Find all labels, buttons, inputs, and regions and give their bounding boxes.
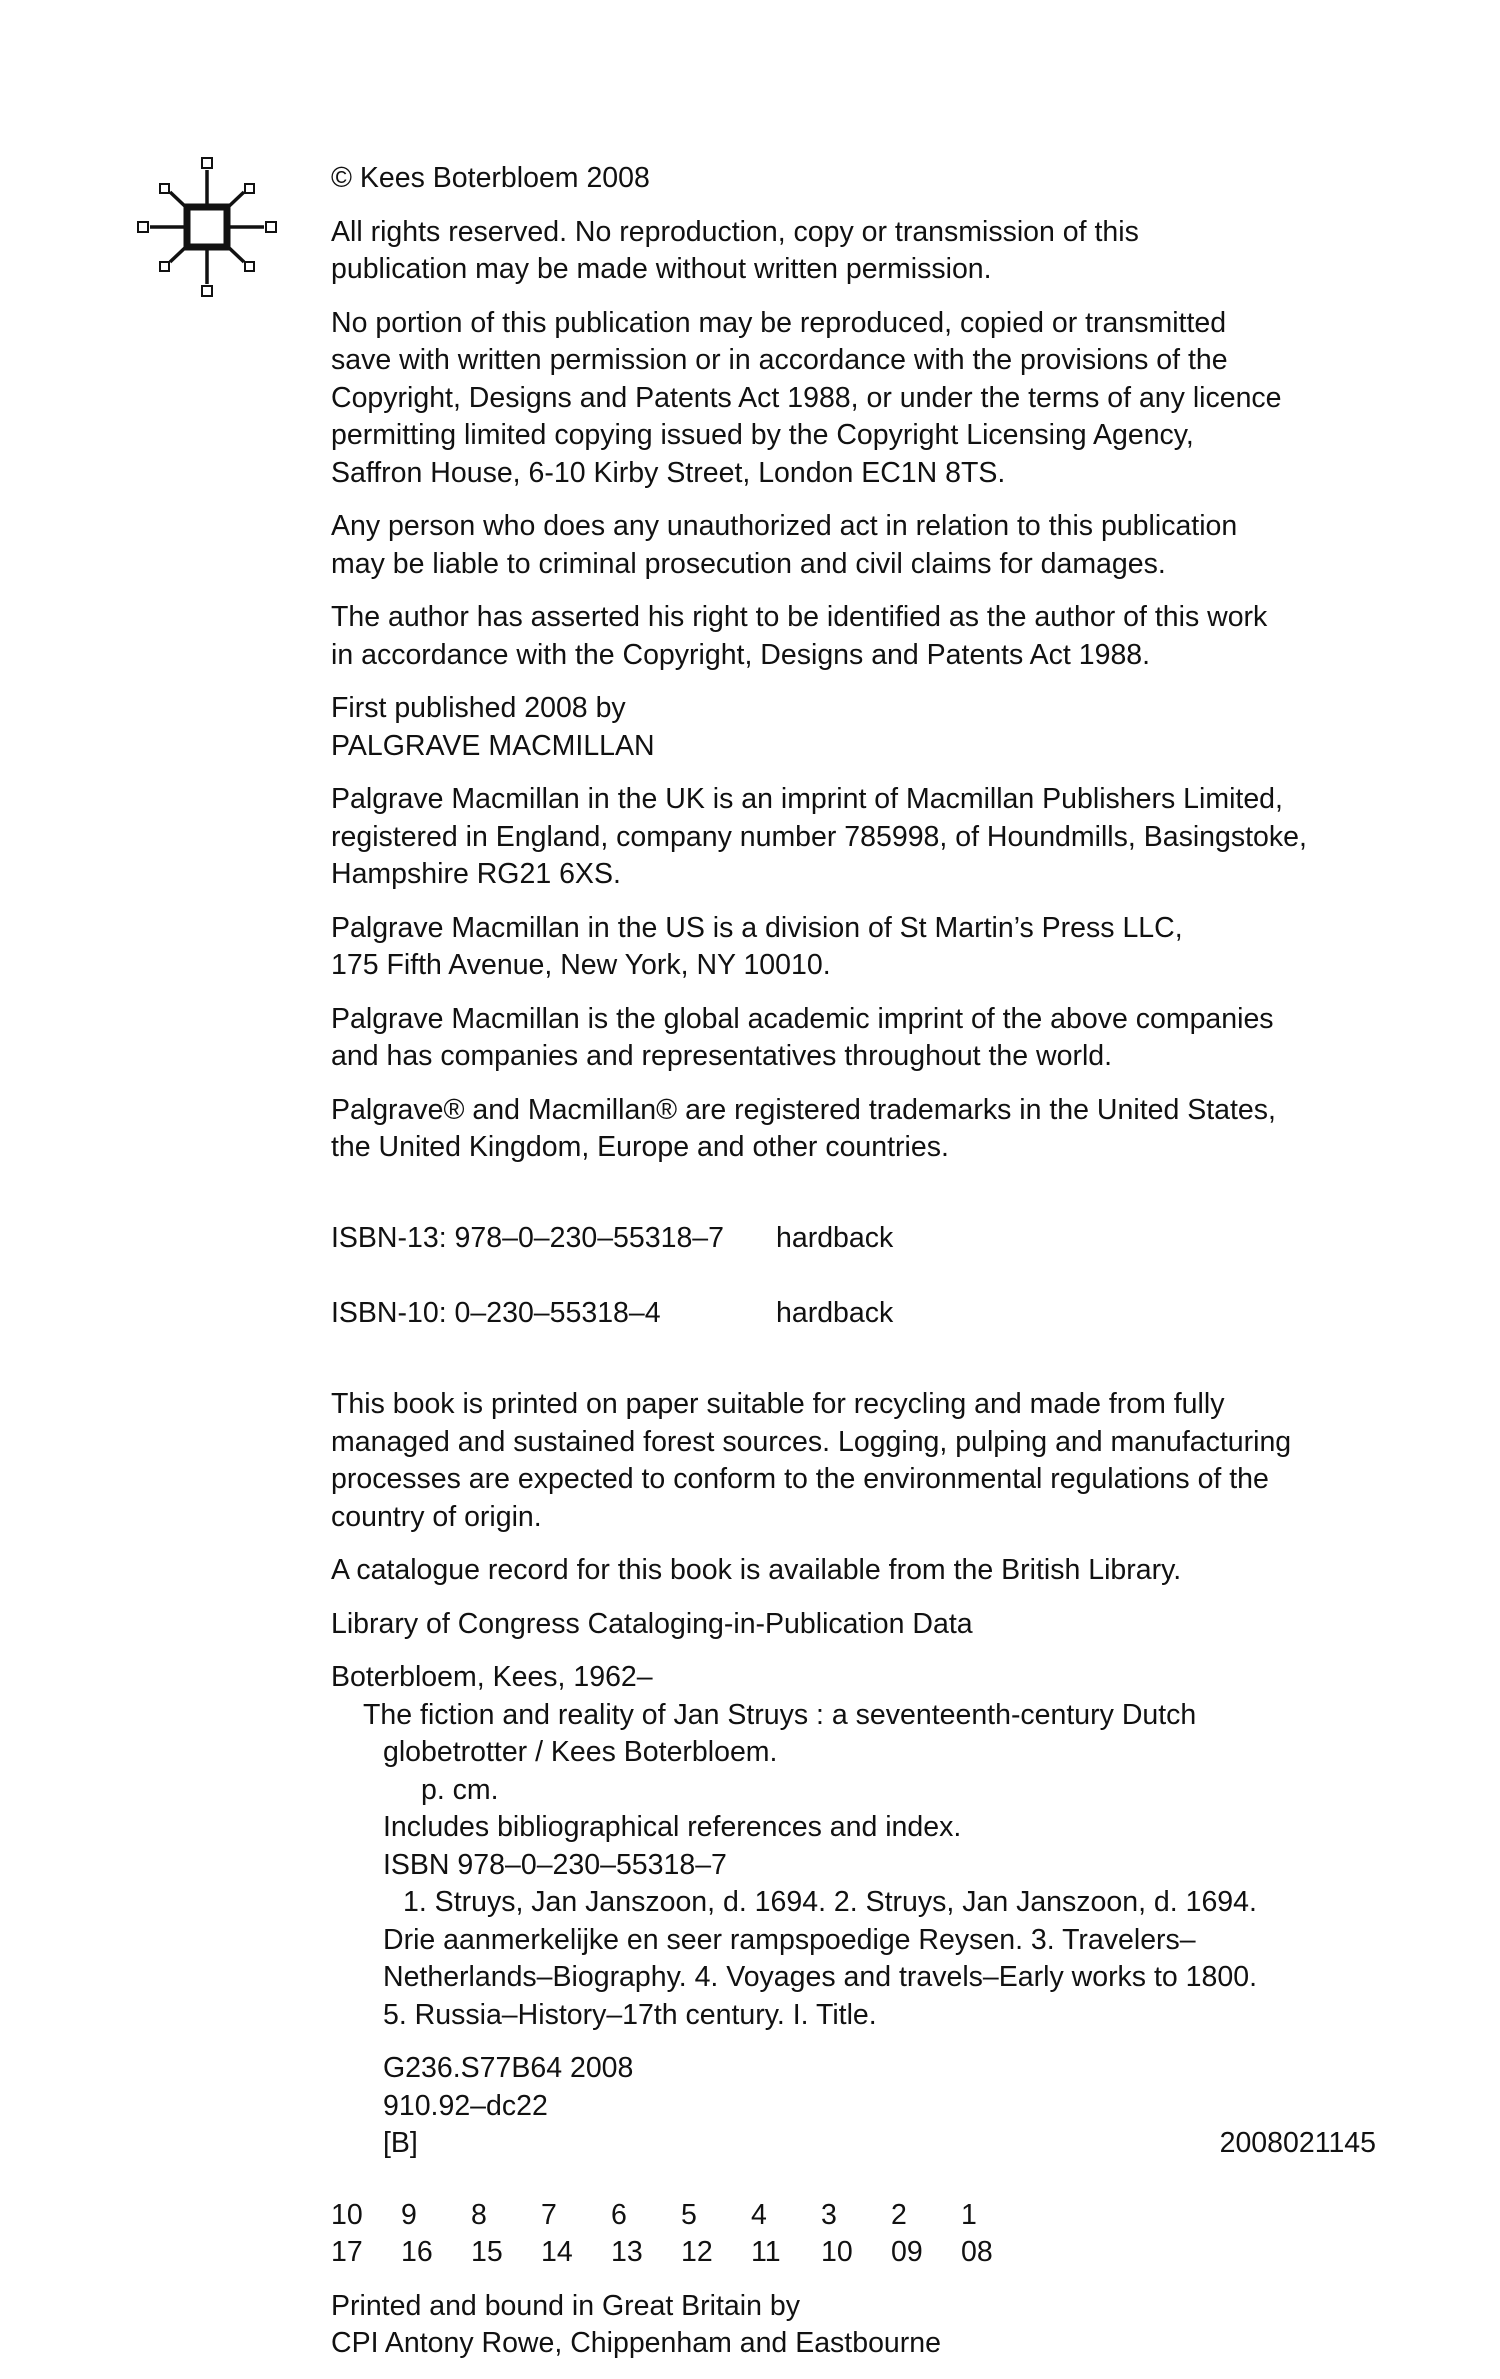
- impression-number: 3: [821, 2198, 837, 2231]
- printing-line: [331, 2197, 1376, 2272]
- uk-imprint: Palgrave Macmillan in the UK is an imprint of Macmillan Publishers Limited, registered in England, company number 785998, of Houndmills, Basingstoke, Hampshire RG21 6XS.: [331, 783, 1307, 890]
- impression-year: 14: [541, 2236, 573, 2268]
- cip-title-cont: globetrotter / Kees Boterbloem.: [383, 1736, 778, 1768]
- cip-subjects: 1. Struys, Jan Janszoon, d. 1694. 2. Struys, Jan Janszoon, d. 1694.: [403, 1886, 1257, 1918]
- rights-reserved: All rights reserved. No reproduction, copy or transmission of this publication may be made without written permission.: [331, 215, 1139, 285]
- publisher-logo-icon: [132, 152, 282, 302]
- isbn-list: [331, 1183, 1376, 1371]
- cip-isbn: ISBN 978–0–230–55318–7: [383, 1848, 727, 1881]
- cip-subjects-cont: Drie aanmerkelijke en seer rampspoedige Reysen. 3. Travelers–: [383, 1923, 1196, 1956]
- impression-number: 7: [541, 2198, 557, 2231]
- isbn-format: hardback: [776, 1222, 894, 1254]
- catalogue-record: A catalogue record for this book is available from the British Library.: [331, 1554, 1182, 1586]
- copyright-text-block: [331, 160, 1376, 2379]
- impression-number: 9: [401, 2198, 417, 2231]
- impression-number: 1: [961, 2198, 977, 2231]
- cip-includes: Includes bibliographical references and index.: [383, 1811, 962, 1843]
- impression-year: 10: [821, 2236, 853, 2268]
- dewey-number: 910.92–dc22: [383, 2089, 548, 2122]
- impression-year: 11: [751, 2236, 781, 2268]
- isbn-10-row: [331, 1295, 1376, 1333]
- impression-number: 6: [611, 2198, 627, 2231]
- impression-number: 4: [751, 2198, 767, 2231]
- cip-author: Boterbloem, Kees, 1962–: [331, 1661, 653, 1693]
- impression-year: 09: [891, 2236, 923, 2268]
- impression-year: 16: [401, 2236, 433, 2268]
- moral-rights-notice: The author has asserted his right to be identified as the author of this work in accordance with the Copyright, Designs and Patents Act 1988.: [331, 601, 1268, 671]
- impression-year: 17: [331, 2236, 363, 2268]
- isbn-format: hardback: [776, 1297, 894, 1329]
- impression-number: 8: [471, 2198, 487, 2231]
- call-number: G236.S77B64 2008: [383, 2052, 634, 2084]
- impression-years: [331, 2234, 1376, 2272]
- reproduction-notice: No portion of this publication may be reproduced, copied or transmitted save with written permission or in accordance with the provisions of the Copyright, Designs and Patents Act 1988, or under the terms of any licence permitting limited copying issued by the Copyright Licensing Agency, Saffron House, 6-10 Kirby Street, London EC1N 8TS.: [331, 306, 1282, 489]
- isbn-code: ISBN-10: 0–230–55318–4: [331, 1297, 661, 1329]
- copyright-notice: © Kees Boterbloem 2008: [331, 162, 650, 194]
- isbn-13-row: [331, 1220, 1376, 1258]
- lccn-number: 2008021145: [1219, 2127, 1376, 2159]
- loc-heading: Library of Congress Cataloging-in-Publication Data: [331, 1607, 973, 1640]
- cip-subjects-cont: Netherlands–Biography. 4. Voyages and travels–Early works to 1800.: [383, 1961, 1257, 1993]
- trademark-notice: Palgrave® and Macmillan® are registered trademarks in the United States, the United Kingdom, Europe and other countries.: [331, 1093, 1276, 1163]
- first-published: First published 2008 by PALGRAVE MACMILLAN: [331, 692, 655, 762]
- cip-bracket: [B]: [383, 2127, 418, 2159]
- impression-number: 10: [331, 2198, 363, 2231]
- unauthorized-act-notice: Any person who does any unauthorized act in relation to this publication may be liable to criminal prosecution and civil claims for damages.: [331, 510, 1238, 580]
- global-imprint: Palgrave Macmillan is the global academic imprint of the above companies and has companies and representatives throughout the world.: [331, 1002, 1274, 1072]
- impression-year: 12: [681, 2236, 713, 2268]
- paper-notice: This book is printed on paper suitable for recycling and made from fully managed and sustained forest sources. Logging, pulping and manufacturing processes are expected to conform to the environmental regulations of the country of origin.: [331, 1388, 1292, 1533]
- impression-year: 08: [961, 2236, 993, 2268]
- us-imprint: Palgrave Macmillan in the US is a division of St Martin’s Press LLC, 175 Fifth Avenue, New York, NY 10010.: [331, 911, 1183, 981]
- impression-number: 5: [681, 2198, 697, 2231]
- cip-record: [331, 1659, 1376, 2034]
- impression-number: 2: [891, 2198, 907, 2231]
- impression-numbers: [331, 2197, 1376, 2235]
- cip-title: The fiction and reality of Jan Struys : a seventeenth-century Dutch: [363, 1698, 1197, 1731]
- impression-year: 15: [471, 2236, 503, 2268]
- isbn-code: ISBN-13: 978–0–230–55318–7: [331, 1222, 725, 1254]
- impression-year: 13: [611, 2236, 643, 2268]
- cip-subjects-cont: 5. Russia–History–17th century. I. Title.: [383, 1998, 877, 2031]
- printer-notice: Printed and bound in Great Britain by CPI Antony Rowe, Chippenham and Eastbourne: [331, 2289, 941, 2359]
- cip-pcm: p. cm.: [421, 1773, 499, 1806]
- lccn-row: [331, 2125, 1376, 2163]
